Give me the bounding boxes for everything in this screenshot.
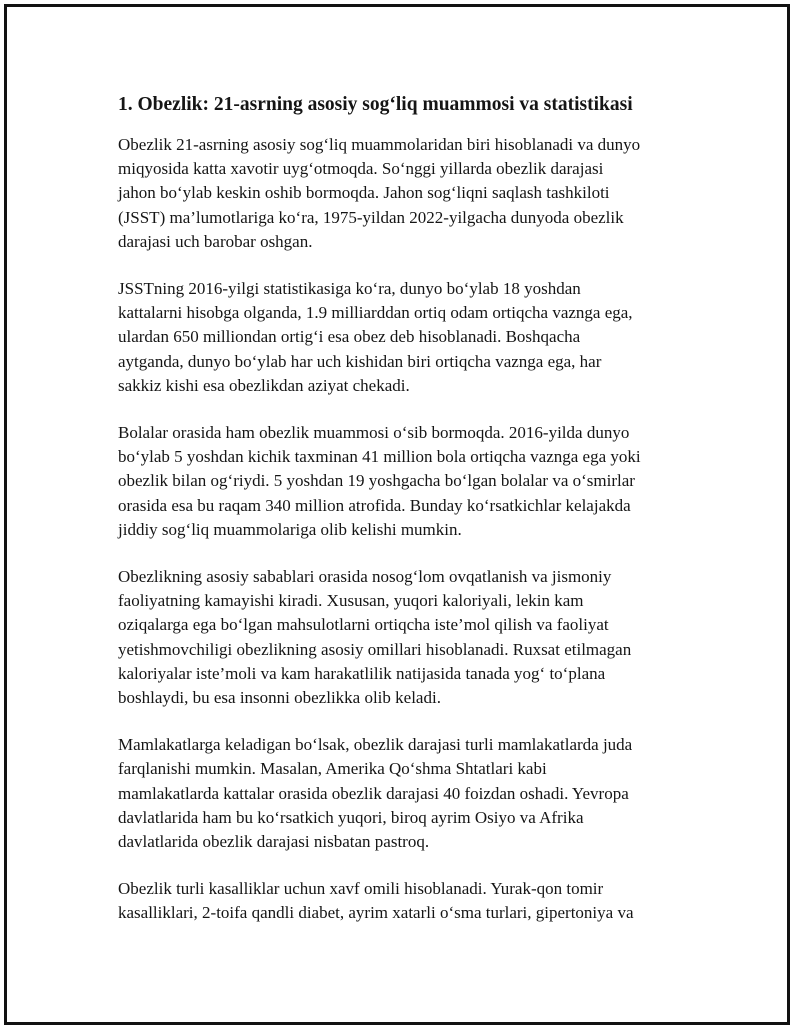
- paragraph-line: kasalliklari, 2-toifa qandli diabet, ayrim xatarli o‘sma turlari, gipertoniya va: [118, 903, 634, 923]
- body-paragraph: [118, 877, 688, 925]
- paragraph-line: Mamlakatlarga keladigan bo‘lsak, obezlik darajasi turli mamlakatlarda juda: [118, 735, 633, 755]
- body-paragraph: [118, 133, 688, 254]
- paragraph-line: boshlaydi, bu esa insonni obezlikka olib keladi.: [118, 688, 441, 708]
- section-heading: 1. Obezlik: 21-asrning asosiy sog‘liq muammosi va statistikasi: [118, 94, 633, 115]
- paragraph-line: yetishmovchiligi obezlikning asosiy omillari hisoblanadi. Ruxsat etilmagan: [118, 639, 632, 659]
- paragraph-line: oziqalarga ega bo‘lgan mahsulotlarni ortiqcha iste’mol qilish va faoliyat: [118, 615, 609, 635]
- paragraph-line: darajasi uch barobar oshgan.: [118, 231, 313, 251]
- paragraph-line: farqlanishi mumkin. Masalan, Amerika Qo‘shma Shtatlari kabi: [118, 759, 547, 779]
- paragraph-line: kattalarni hisobga olganda, 1.9 milliarddan ortiq odam ortiqcha vaznga ega,: [118, 303, 633, 323]
- paragraph-line: obezlik bilan og‘riydi. 5 yoshdan 19 yoshgacha bo‘lgan bolalar va o‘smirlar: [118, 471, 635, 491]
- paragraph-list: [118, 133, 688, 926]
- document-content: [118, 92, 688, 949]
- paragraph-line: Obezlikning asosiy sabablari orasida nosog‘lom ovqatlanish va jismoniy: [118, 567, 612, 587]
- body-paragraph: [118, 733, 688, 854]
- paragraph-line: bo‘ylab 5 yoshdan kichik taxminan 41 million bola ortiqcha vaznga ega yoki: [118, 447, 641, 467]
- body-paragraph: [118, 565, 688, 710]
- paragraph-line: Bolalar orasida ham obezlik muammosi o‘sib bormoqda. 2016-yilda dunyo: [118, 423, 630, 443]
- paragraph-line: sakkiz kishi esa obezlikdan aziyat chekadi.: [118, 375, 410, 395]
- body-paragraph: [118, 421, 688, 542]
- paragraph-line: mamlakatlarda kattalar orasida obezlik darajasi 40 foizdan oshadi. Yevropa: [118, 783, 629, 803]
- paragraph-line: miqyosida katta xavotir uyg‘otmoqda. So‘nggi yillarda obezlik darajasi: [118, 159, 604, 179]
- paragraph-line: orasida esa bu raqam 340 million atrofida. Bunday ko‘rsatkichlar kelajakda: [118, 495, 631, 515]
- paragraph-line: JSSTning 2016-yilgi statistikasiga ko‘ra, dunyo bo‘ylab 18 yoshdan: [118, 279, 581, 299]
- paragraph-line: Obezlik turli kasalliklar uchun xavf omili hisoblanadi. Yurak-qon tomir: [118, 879, 604, 899]
- paragraph-line: davlatlarida ham bu ko‘rsatkich yuqori, biroq ayrim Osiyo va Afrika: [118, 807, 584, 827]
- paragraph-line: aytganda, dunyo bo‘ylab har uch kishidan biri ortiqcha vaznga ega, har: [118, 351, 602, 371]
- paragraph-line: kaloriyalar iste’moli va kam harakatlilik natijasida tanada yog‘ to‘plana: [118, 663, 606, 683]
- paragraph-line: faoliyatning kamayishi kiradi. Xususan, yuqori kaloriyali, lekin kam: [118, 591, 584, 611]
- paragraph-line: (JSST) ma’lumotlariga ko‘ra, 1975-yildan 2022-yilgacha dunyoda obezlik: [118, 207, 624, 227]
- body-paragraph: [118, 277, 688, 398]
- paragraph-line: jiddiy sog‘liq muammolariga olib kelishi mumkin.: [118, 519, 462, 539]
- paragraph-line: ulardan 650 milliondan ortig‘i esa obez deb hisoblanadi. Boshqacha: [118, 327, 581, 347]
- paragraph-line: Obezlik 21-asrning asosiy sog‘liq muammolaridan biri hisoblanadi va dunyo: [118, 135, 641, 154]
- paragraph-line: davlatlarida obezlik darajasi nisbatan pastroq.: [118, 832, 430, 852]
- paragraph-line: jahon bo‘ylab keskin oshib bormoqda. Jahon sog‘liqni saqlash tashkiloti: [118, 183, 610, 203]
